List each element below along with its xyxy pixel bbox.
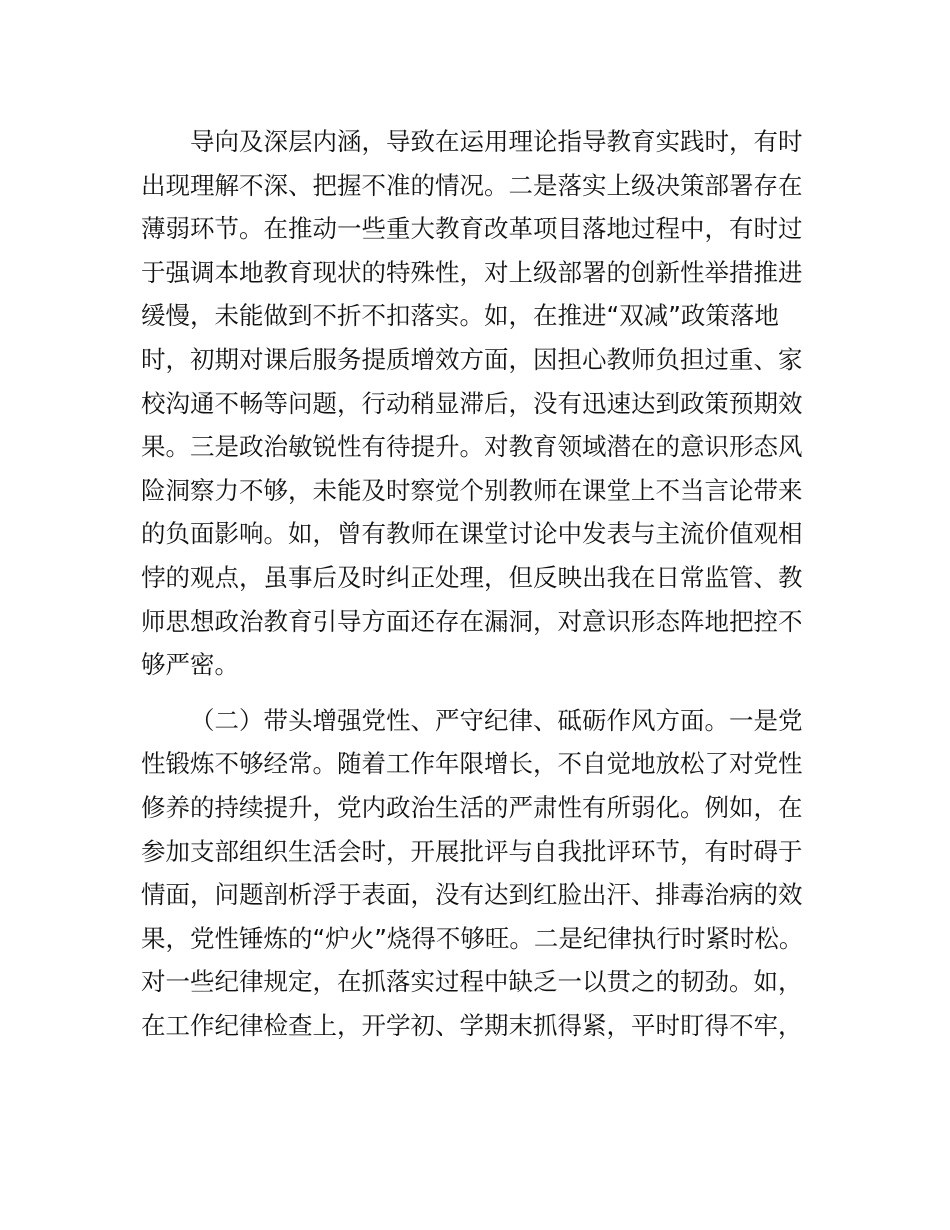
text-line: 性锻炼不够经常。随着工作年限增长，不自觉地放松了对党性	[141, 749, 803, 779]
text-line: 师思想政治教育引导方面还存在漏洞，对意识形态阵地把控不	[141, 606, 803, 636]
text-line: 修养的持续提升，党内政治生活的严肃性有所弱化。例如，在	[141, 792, 803, 822]
text-line: 薄弱环节。在推动一些重大教育改革项目落地过程中，有时过	[141, 214, 803, 244]
text-line: 于强调本地教育现状的特殊性，对上级部署的创新性举措推进	[141, 257, 803, 287]
text-line: 对一些纪律规定，在抓落实过程中缺乏一以贯之的韧劲。如，	[141, 967, 803, 997]
text-line: （二）带头增强党性、严守纪律、砥砺作风方面。一是党	[190, 705, 803, 735]
text-line: 在工作纪律检查上，开学初、学期末抓得紧，平时盯得不牢，	[141, 1010, 803, 1040]
text-line: 险洞察力不够，未能及时察觉个别教师在课堂上不当言论带来	[141, 475, 803, 505]
paragraph-spacer	[141, 687, 821, 699]
text-line: 够严密。	[141, 650, 239, 680]
paragraph-2	[141, 699, 821, 1048]
text-line: 时，初期对课后服务提质增效方面，因担心教师负担过重、家	[141, 344, 803, 374]
text-line: 情面，问题剖析浮于表面，没有达到红脸出汗、排毒治病的效	[141, 880, 803, 910]
text-line: 缓慢，未能做到不折不扣落实。如，在推进“双减”政策落地	[141, 301, 779, 331]
text-line: 的负面影响。如，曾有教师在课堂讨论中发表与主流价值观相	[141, 519, 803, 549]
text-line: 校沟通不畅等问题，行动稍显滞后，没有迅速达到政策预期效	[141, 388, 803, 418]
document-body	[141, 120, 821, 1047]
text-line: 参加支部组织生活会时，开展批评与自我批评环节，有时碍于	[141, 836, 803, 866]
paragraph-1	[141, 120, 821, 687]
text-line: 悖的观点，虽事后及时纠正处理，但反映出我在日常监管、教	[141, 562, 803, 592]
text-line: 果，党性锤炼的“炉火”烧得不够旺。二是纪律执行时紧时松。	[141, 923, 804, 953]
text-line: 出现理解不深、把握不准的情况。二是落实上级决策部署存在	[141, 170, 803, 200]
text-line: 导向及深层内涵，导致在运用理论指导教育实践时，有时	[190, 127, 803, 156]
text-line: 果。三是政治敏锐性有待提升。对教育领域潜在的意识形态风	[141, 432, 803, 462]
